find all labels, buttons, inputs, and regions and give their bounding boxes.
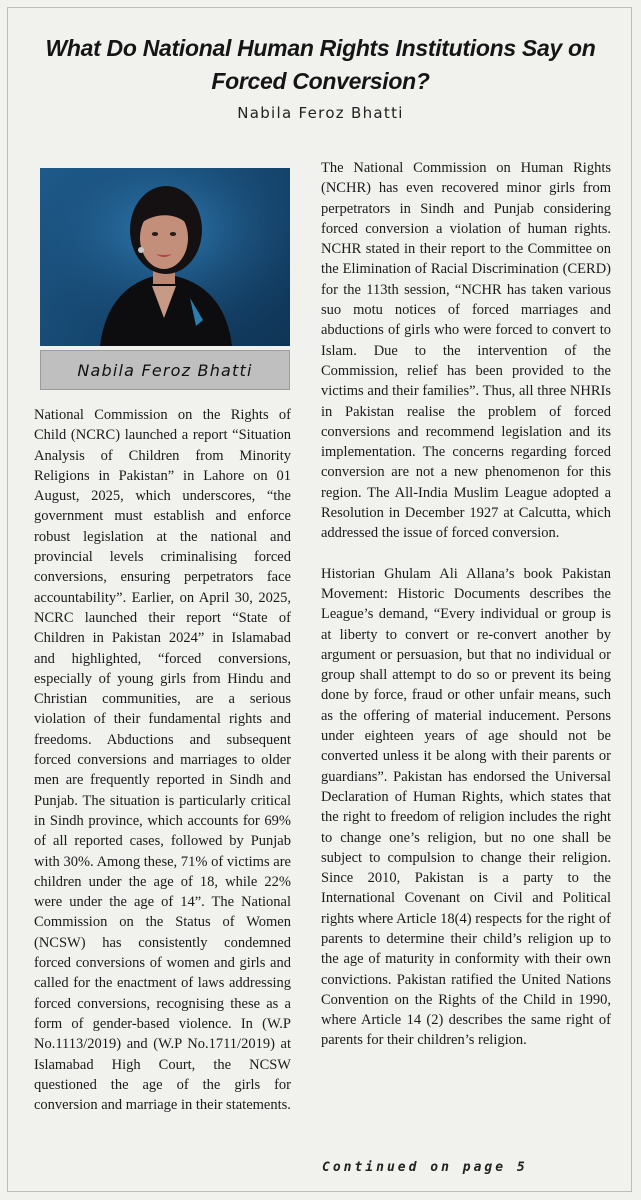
right-column xyxy=(321,158,611,1051)
left-column xyxy=(34,405,291,1115)
right-paragraph-1: The National Commission on Human Rights (NCHR) has even recovered minor girls from perpetrators in Sindh and Punjab considering forced conversion a violation of human rights. NCHR stated in their report to the Committee on the Elimination of Racial Discrimination (CERD) for the 113th session, “NCHR has taken various suo motu notices of forced marriages and abductions of girls who were forced to convert to Islam. Due to the intervention of the Commission, relief has been provided to the victims and their families”. Thus, all three NHRIs in Pakistan realise the problem of forced conversions and recommend legislation and its implementation. The concerns regarding forced conversion are not a new phenomenon for this region. The All-India Muslim League adopted a Resolution in December 1927 at Calcutta, which addressed the issue of forced conversion. xyxy=(321,160,611,542)
photo-caption: Nabila Feroz Bhatti xyxy=(40,350,290,390)
continued-note: Continued on page 5 xyxy=(322,1160,528,1175)
byline: Nabila Feroz Bhatti xyxy=(237,104,404,122)
article-title: What Do National Human Rights Institutions Say on Forced Conversion? xyxy=(45,35,596,94)
portrait-illustration xyxy=(40,168,290,346)
left-paragraph: National Commission on the Rights of Child (NCRC) launched a report “Situation Analysis of Children from Minority Religions in Pakistan” in Lahore on 01 August, 2025, which underscores, “the government must establish and enforce robust legislation at the national and provincial levels criminalising forced conversions, ensuring perpetrators face accountability”. Earlier, on April 30, 2025, NCRC launched their report “State of Children in Pakistan 2024” in Islamabad and highlighted, “forced conversions, especially of young girls from Hindu and Christian communities, are a serious violation of their fundamental rights and freedoms. Abductions and subsequent forced conversions and marriages to older men are frequently reported in Sindh and Punjab. The situation is particularly critical in Sindh province, which accounts for 69% of all reported cases, followed by Punjab with 30%. Among these, 71% of victims are children under the age of 18, while 22% were under the age of 14”. The National Commission on the Status of Women (NCSW) has consistently condemned forced conversions of women and girls and called for the enactment of laws addressing forced conversions, recognising these as a form of gender-based violence. In (W.P No.1113/2019) and (W.P No.1711/2019) at Islamabad High Court, the NCSW questioned the age of the girls for conversion and marriage in their statements. xyxy=(34,407,291,1114)
author-photo xyxy=(40,168,290,346)
right-paragraph-2: Historian Ghulam Ali Allana’s book Pakistan Movement: Historic Documents describes the League’s demand, “Every individual or group is at liberty to convert or re-convert another by argument or persuasion, but that no individual or group shall attempt to do so or prevent its being done by force, fraud or other unfair means, such as the offering of material inducement. Persons under eighteen years of age should not be converted unless it be along with their parents or guardians”. Pakistan has endorsed the Universal Declaration of Human Rights, which states that the right to freedom of religion includes the right to change one’s religion, but no one shall be subject to compulsion to change their religion. Since 2010, Pakistan is a party to the International Covenant on Civil and Political rights where Article 18(4) respects for the right of parents to determine their child’s religion up to the age of maturity in conformity with their own convictions. Pakistan ratified the United Nations Convention on the Rights of the Child in 1990, where Article 14 (2) describes the same right of parents for their children’s religion. xyxy=(321,565,611,1049)
